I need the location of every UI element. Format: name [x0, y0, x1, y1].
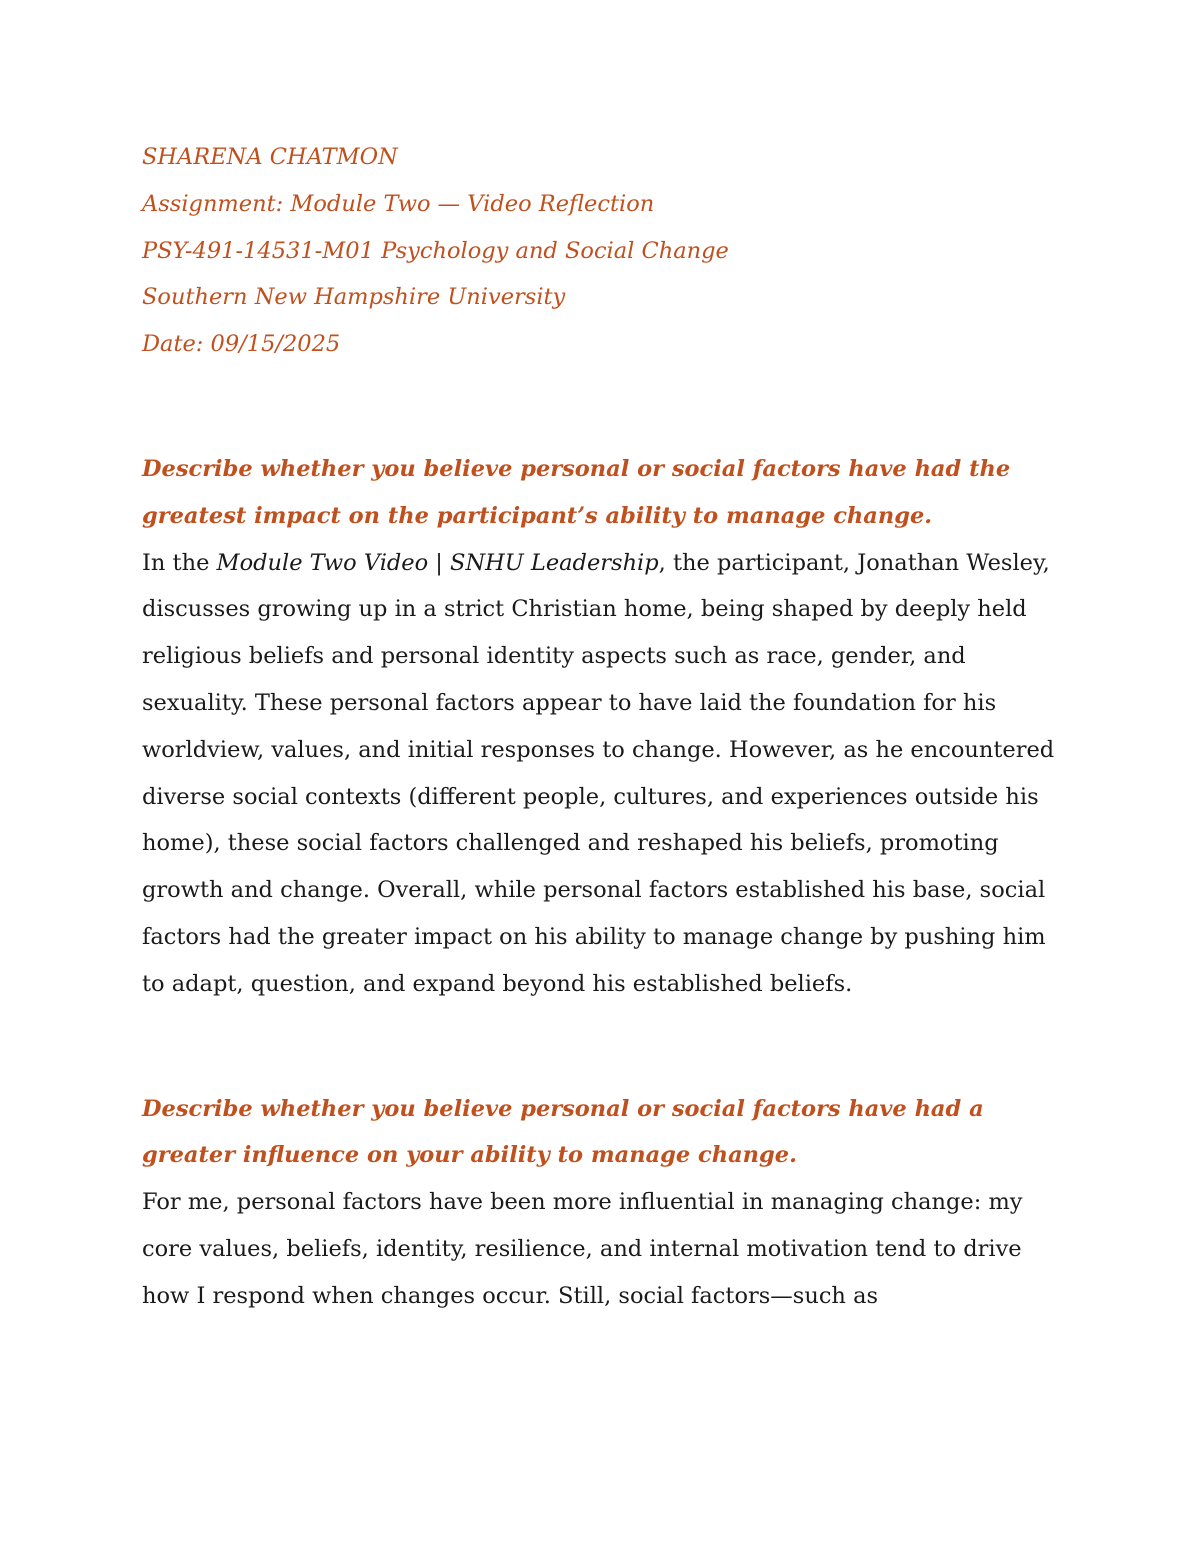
answer-body: , the participant, Jonathan Wesley, discusses growing up in a strict Christian home, being shaped by deeply held religious beliefs and personal identity aspects such as race, gender, and sexuality. These personal factors appear to have laid the foundation for his worldview, values, and initial responses to change. However, as he encountered diverse social contexts (different people, cultures, and experiences outside his home), these social factors challenged and reshaped his beliefs, promoting growth and change. Overall, while personal factors established his base, social factors had the greater impact on his ability to manage change by pushing him to adapt, question, and expand beyond his established beliefs. — [142, 549, 1055, 997]
video-title: Module Two Video | SNHU Leadership — [216, 549, 659, 576]
assignment-title: Assignment: Module Two — Video Reflection — [142, 190, 655, 217]
student-name: SHARENA CHATMON — [142, 144, 398, 170]
header-block — [142, 134, 1072, 368]
answer-paragraph-1 — [142, 540, 1072, 1008]
answer-intro: In the — [142, 549, 217, 576]
reflection-section-2 — [142, 1086, 1072, 1320]
university-name: Southern New Hampshire University — [142, 284, 566, 311]
answer-paragraph-2: For me, personal factors have been more influential in managing change: my core values, beliefs, identity, resilience, and internal motivation tend to drive how I respond when changes occur. Still, social factors—such as — [142, 1189, 1023, 1309]
spacer — [142, 368, 1072, 446]
question-heading-2: Describe whether you believe personal or social factors have had a greater influence on your ability to manage change. — [142, 1095, 984, 1169]
question-heading-1: Describe whether you believe personal or social factors have had the greatest impact on the participant’s ability to manage change. — [142, 455, 1011, 529]
submission-date: Date: 09/15/2025 — [142, 331, 341, 358]
spacer — [142, 1008, 1072, 1086]
document-content — [142, 134, 1072, 1320]
reflection-section-1 — [142, 446, 1072, 1008]
course-name: PSY-491-14531-M01 Psychology and Social Change — [142, 237, 729, 264]
